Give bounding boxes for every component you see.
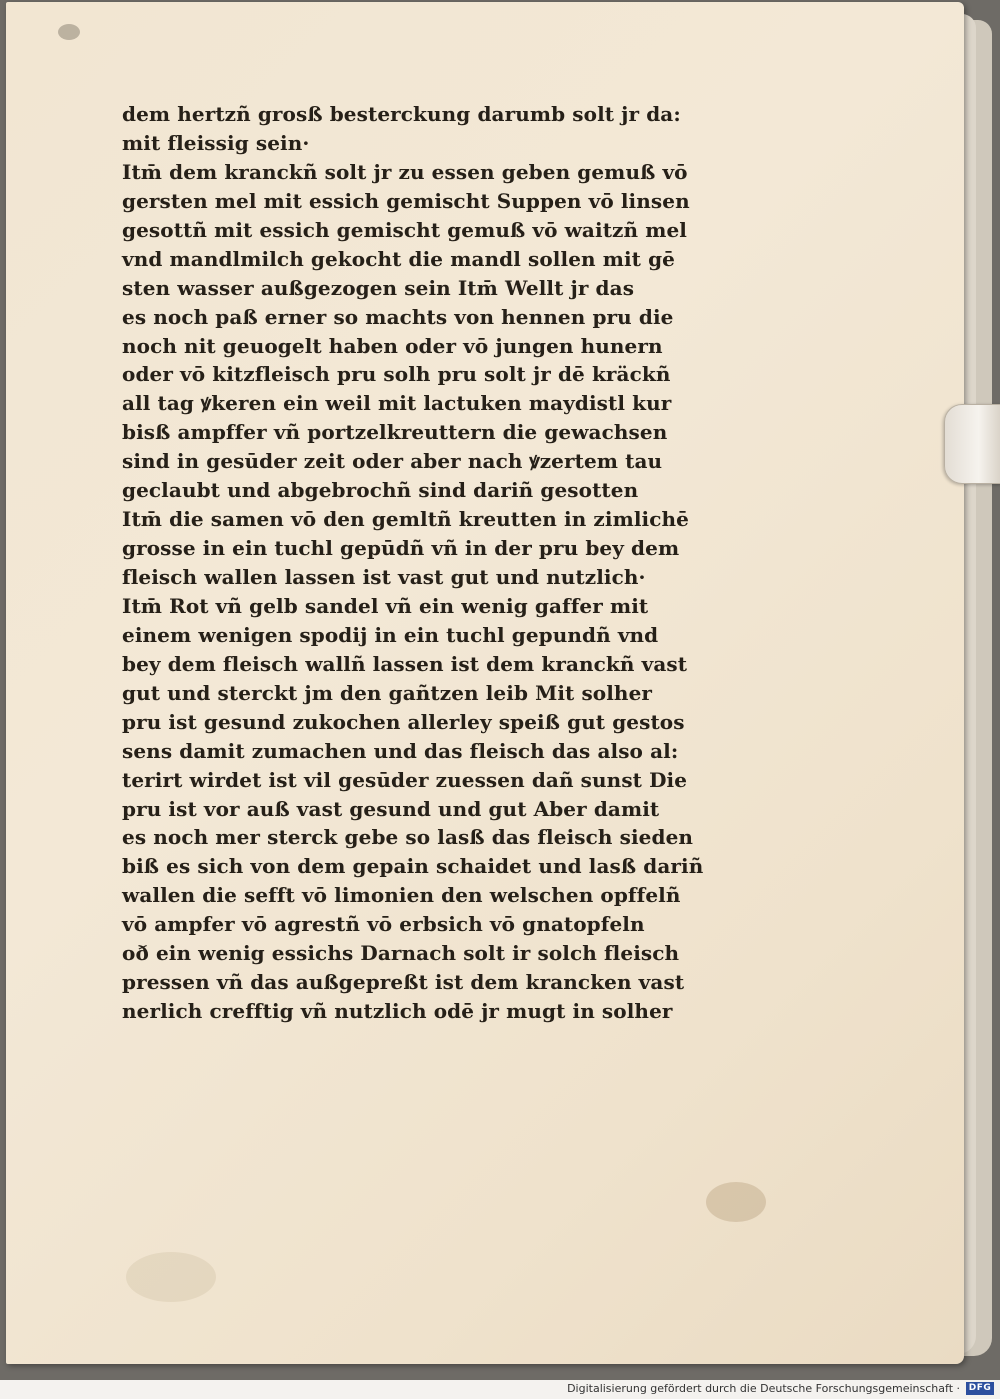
text-line: wallen die sefft vō limonien den welschen opffelñ — [122, 883, 681, 908]
footer-credit: Digitalisierung gefördert durch die Deutsche Forschungsgemeinschaft · — [567, 1382, 960, 1395]
text-line: pru ist gesund zukochen allerley speiß gut gestos — [122, 709, 685, 734]
text-line: sten wasser außgezogen sein Itm̄ Wellt jr das — [122, 275, 635, 300]
text-line: fleisch wallen lassen ist vast gut und nutzlich· — [122, 565, 646, 589]
paper-stain — [58, 24, 80, 40]
text-line: Itm̄ dem kranckñ solt jr zu essen geben gemuß vō — [122, 159, 688, 184]
text-line: gut und sterckt jm den gañtzen leib Mit solher — [122, 680, 653, 705]
text-line: vnd mandlmilch gekocht die mandl sollen mit gē — [122, 246, 675, 271]
text-line: gersten mel mit essich gemischt Suppen vō linsen — [122, 188, 690, 213]
text-line: bisß ampffer vñ portzelkreuttern die gewachsen — [122, 420, 668, 445]
text-line: grosse in ein tuchl gepūdñ vñ in der pru bey dem — [122, 536, 680, 561]
text-line: einem wenigen spodij in ein tuchl gepundñ vnd — [122, 622, 659, 647]
text-line: Itm̄ Rot vñ gelb sandel vñ ein wenig gaffer mit — [122, 593, 649, 618]
text-line: mit fleissig sein· — [122, 130, 310, 155]
text-line: oð ein wenig essichs Darnach solt ir solch fleisch — [122, 941, 680, 966]
text-line: dem hertzñ grosß besterckung darumb solt jr da: — [122, 102, 681, 126]
text-line: pressen vñ das außgepreßt ist dem krancken vast — [122, 970, 685, 995]
text-line: biß es sich von dem gepain schaidet und lasß dariñ — [122, 854, 704, 879]
text-line: noch nit geuogelt haben oder vō jungen hunern — [122, 333, 663, 358]
text-line: es noch paß erner so machts von hennen pru die — [122, 304, 674, 329]
text-line: all tag ꝟkeren ein weil mit lactuken maydistl kur — [122, 391, 672, 416]
text-line: Itm̄ die samen vō den gemltñ kreutten in zimlichē — [122, 507, 689, 532]
paper-stain — [706, 1182, 766, 1222]
text-line: nerlich crefftig vñ nutzlich odē jr mugt in solher — [122, 999, 673, 1024]
text-line: oder vō kitzfleisch pru solh pru solt jr dē kräckñ — [122, 362, 671, 387]
text-line: sind in gesūder zeit oder aber nach ꝟzertem tau — [122, 449, 663, 474]
text-line: es noch mer sterck gebe so lasß das fleisch sieden — [122, 825, 694, 850]
text-line: terirt wirdet ist vil gesūder zuessen dañ sunst Die — [122, 767, 688, 792]
text-line: gesottñ mit essich gemischt gemuß vō waitzñ mel — [122, 217, 687, 242]
page-text — [122, 100, 772, 1026]
text-line: sens damit zumachen und das fleisch das also al: — [122, 738, 679, 763]
page-clip — [944, 404, 1000, 484]
dfg-logo: DFG — [966, 1382, 994, 1395]
text-line: geclaubt und abgebrochñ sind dariñ gesotten — [122, 478, 639, 503]
text-line: vō ampfer vō agrestñ vō erbsich vō gnatopfeln — [122, 912, 645, 937]
text-line: pru ist vor auß vast gesund und gut Aber damit — [122, 796, 660, 821]
paper-stain — [126, 1252, 216, 1302]
text-line: bey dem fleisch wallñ lassen ist dem kranckñ vast — [122, 651, 688, 676]
